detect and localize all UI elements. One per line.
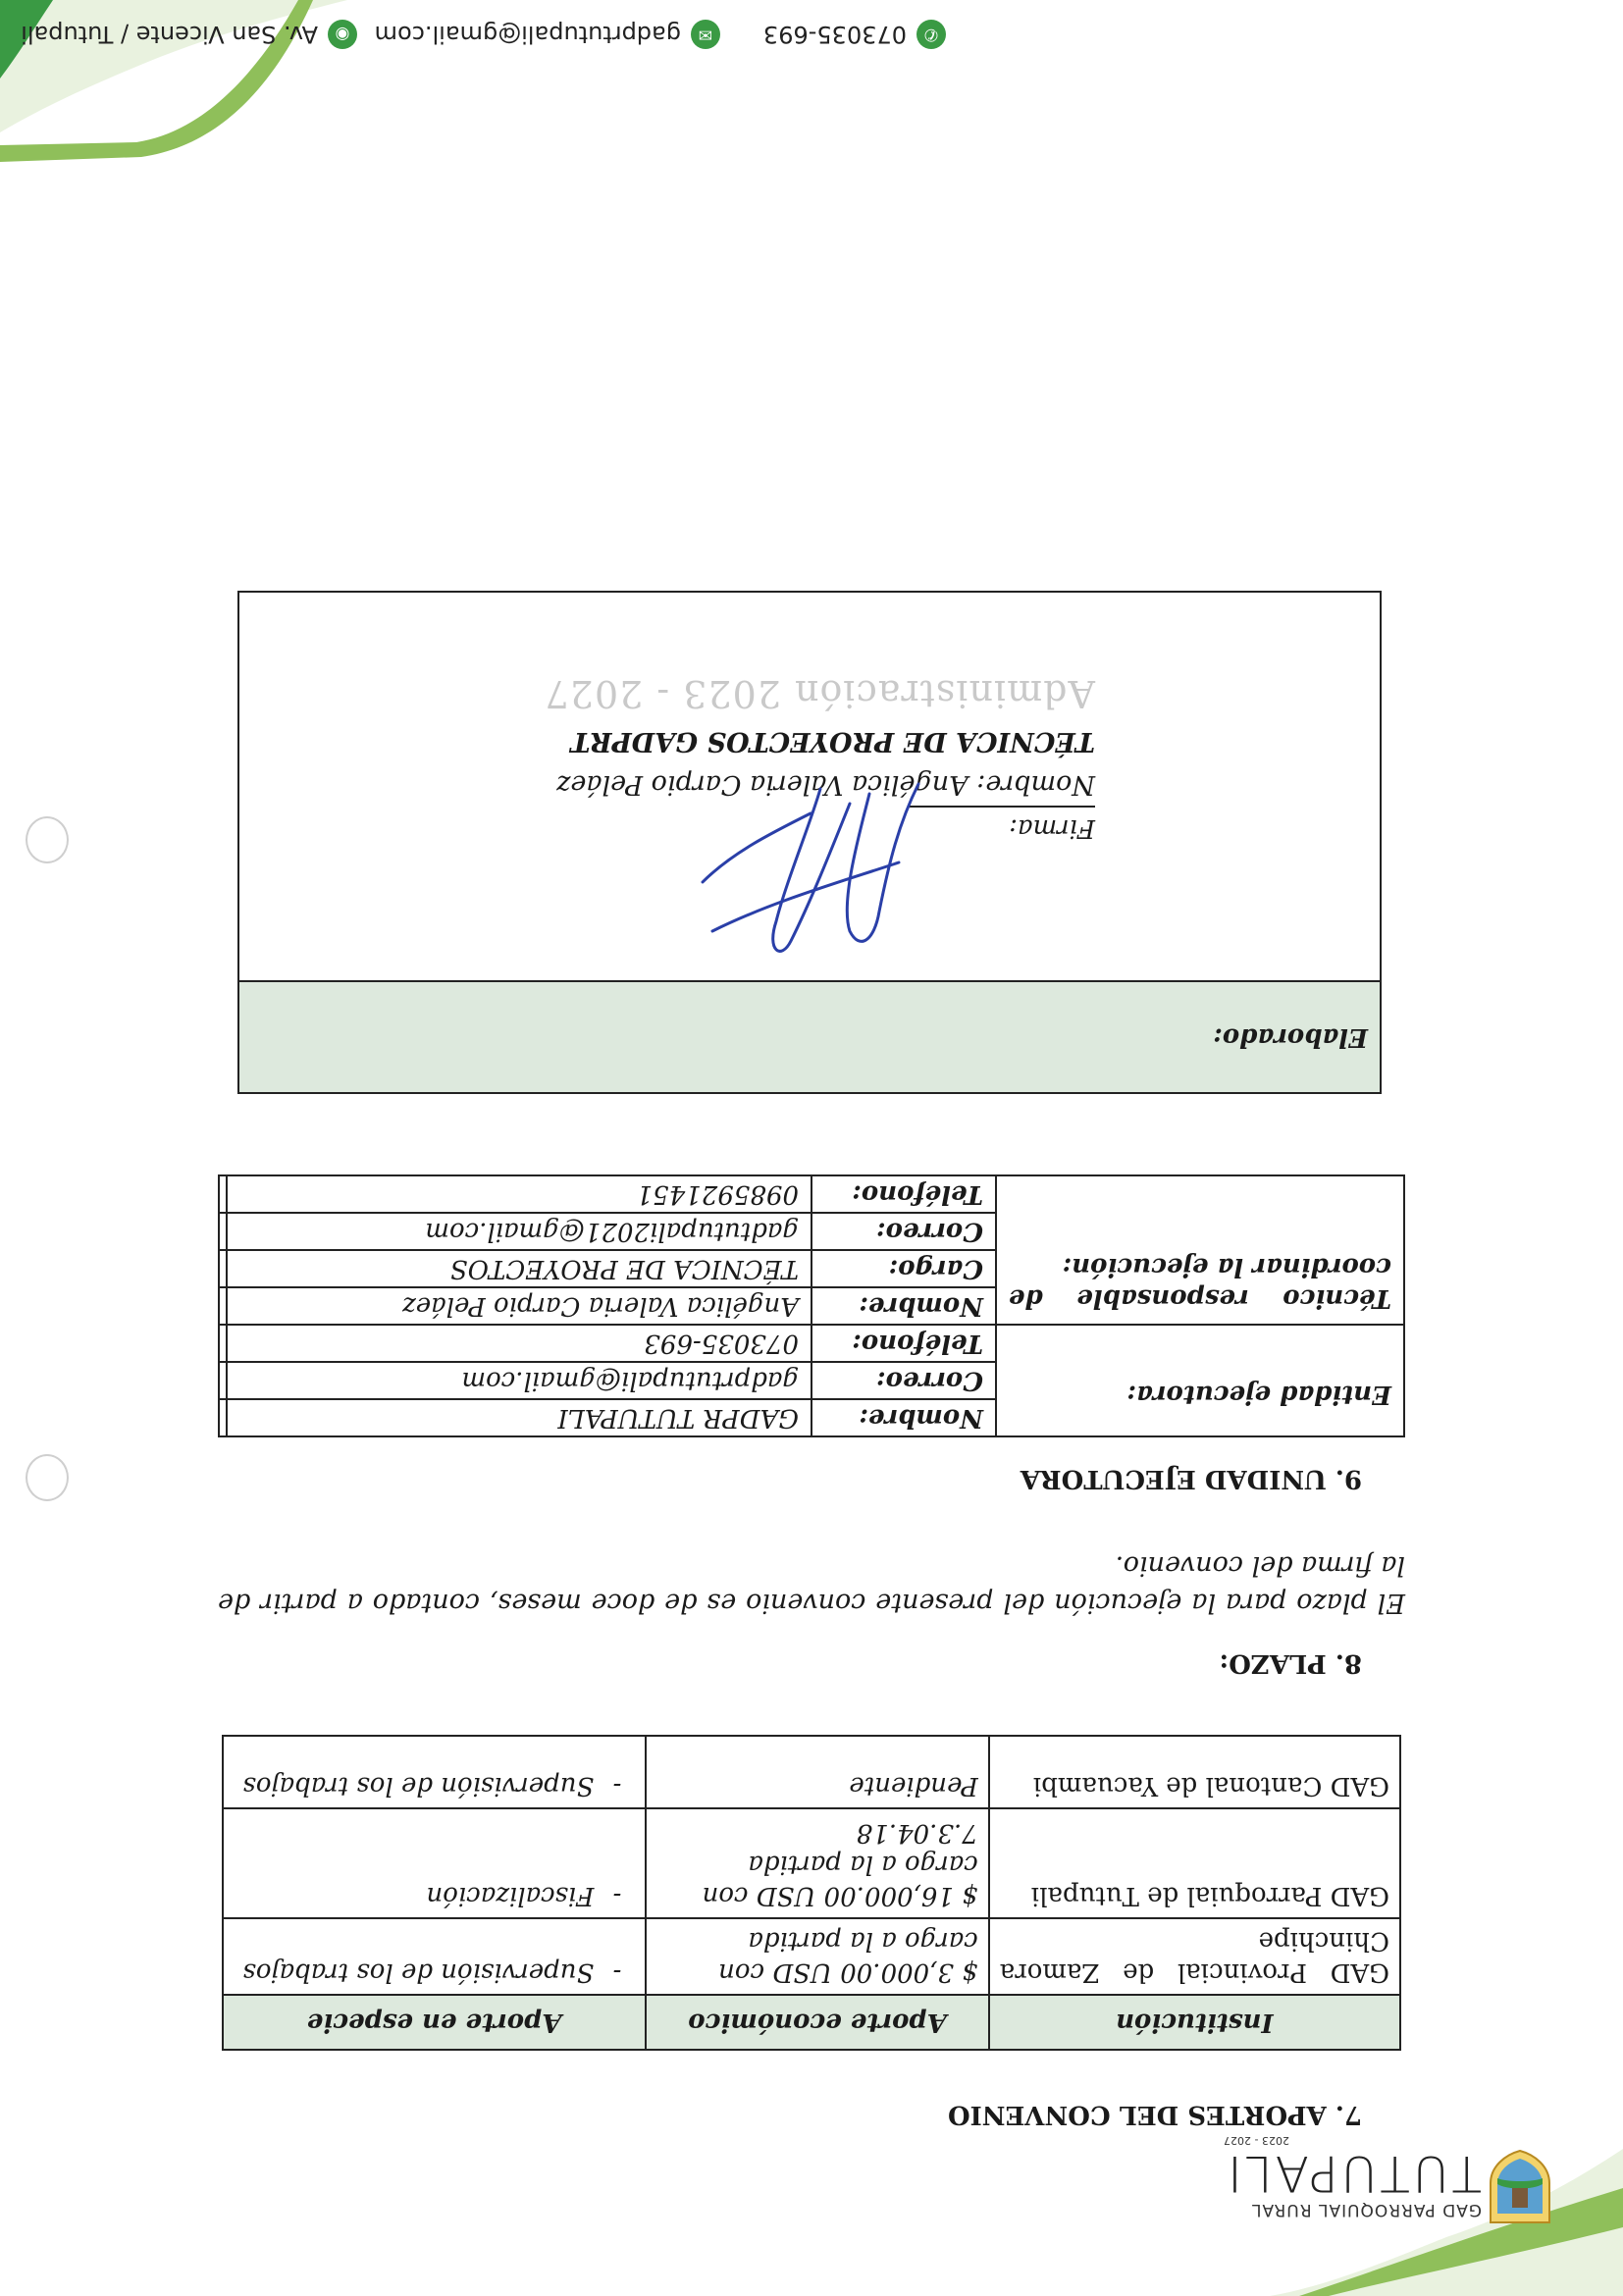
footer-phone	[763, 20, 946, 49]
firma-label: Firma:	[1009, 813, 1095, 843]
signature-cell	[238, 592, 1381, 981]
table-cell: GAD Provincial de Zamora Chinchipe	[989, 1918, 1400, 1995]
table-cell	[219, 1362, 227, 1399]
punch-hole	[26, 816, 69, 863]
field-value: gadtutupali2021@gmail.com	[227, 1213, 812, 1250]
field-label: Nombre:	[812, 1399, 996, 1436]
header-subtitle: GAD PARROQUIAL RURAL	[1251, 2200, 1482, 2219]
footer-email-text: gadprtutupali@gmail.com	[374, 21, 681, 48]
especie-text: Fiscalización	[426, 1881, 595, 1910]
field-label: Nombre:	[812, 1287, 996, 1325]
table-cell: Pendiente	[646, 1736, 988, 1808]
signer-role: TÉCNICA DE PROYECTOS GADPRT	[570, 726, 1095, 757]
parish-shield-icon	[1486, 2149, 1554, 2227]
field-value: gadprtutupali@gmail.com	[227, 1362, 812, 1399]
field-value: TÉCNICA DE PROYECTOS	[227, 1250, 812, 1287]
table-cell	[219, 1399, 227, 1436]
column-header: Institución	[989, 1995, 1400, 2050]
header-years: 2023 - 2027	[1224, 2134, 1289, 2147]
table-cell: GAD Parroquial de Tutupali	[989, 1808, 1400, 1918]
table-cell	[219, 1325, 227, 1362]
table-row	[223, 1918, 1400, 1995]
elaborado-table	[237, 591, 1382, 1094]
entidad-label: Entidad ejecutora:	[996, 1325, 1404, 1436]
punch-hole	[26, 1454, 69, 1501]
table-cell	[223, 1736, 646, 1808]
table-row	[219, 1287, 1404, 1325]
footer-email	[375, 20, 720, 49]
table-cell: GAD Cantonal de Yacuambi	[989, 1736, 1400, 1808]
field-value: Angélica Valeria Carpio Peláez	[227, 1287, 812, 1325]
section-7-title: 7. APORTES DEL CONVENIO	[947, 2100, 1362, 2129]
table-header-row	[223, 1995, 1400, 2050]
table-cell: $ 16,000.00 USD con cargo a la partida 7.3.04.18	[646, 1808, 988, 1918]
field-value: 073035-693	[227, 1325, 812, 1362]
table-cell: $ 3,000.00 USD con cargo a la partida	[646, 1918, 988, 1995]
footer	[4, 10, 1594, 49]
list-dash: -	[612, 1957, 622, 1987]
plazo-text: El plazo para la ejecución del presente convenio es de doce meses, contado a partir de la firma del convenio.	[218, 1550, 1405, 1618]
aportes-table	[222, 1735, 1401, 2051]
list-dash: -	[612, 1771, 622, 1800]
elaborado-label: Elaborado:	[238, 981, 1381, 1093]
especie-text: Supervisión de los trabajos	[242, 1957, 595, 1987]
field-value: GADPR TUTUPALI	[227, 1399, 812, 1436]
footer-address-text: Av. San Vicente / Tutupali	[21, 21, 318, 48]
field-label: Teléfono:	[812, 1325, 996, 1362]
handwritten-signature	[683, 774, 958, 970]
column-header: Aporte económico	[646, 1995, 988, 2050]
table-cell	[219, 1175, 227, 1213]
table-row	[223, 1736, 1400, 1808]
table-cell	[219, 1287, 227, 1325]
section-9-title: 9. UNIDAD EJECUTORA	[1020, 1464, 1362, 1493]
unidad-ejecutora-table	[218, 1174, 1405, 1437]
administration-watermark: Administración 2023 - 2027	[544, 672, 1095, 715]
field-value: 0985921451	[227, 1175, 812, 1213]
footer-address	[21, 20, 357, 49]
table-row	[238, 592, 1381, 981]
table-cell	[223, 1918, 646, 1995]
field-label: Correo:	[812, 1362, 996, 1399]
especie-text: Supervisión de los trabajos	[242, 1771, 595, 1800]
field-label: Correo:	[812, 1213, 996, 1250]
header-logo	[1191, 2134, 1584, 2267]
field-label: Cargo:	[812, 1250, 996, 1287]
table-cell	[223, 1808, 646, 1918]
tecnico-label: Técnico responsable de coordinar la ejecución:	[996, 1175, 1404, 1325]
table-row	[219, 1399, 1404, 1436]
section-8-title: 8. PLAZO:	[1219, 1648, 1362, 1678]
location-icon: ◉	[328, 20, 357, 49]
mail-icon: ✉	[691, 20, 720, 49]
field-label: Teléfono:	[812, 1175, 996, 1213]
table-row	[223, 1808, 1400, 1918]
list-dash: -	[612, 1881, 622, 1910]
footer-phone-text: 073035-693	[762, 21, 907, 48]
table-row	[238, 981, 1381, 1093]
signer-name: Nombre: Angélica Valeria Carpio Peláez	[556, 769, 1095, 800]
phone-icon: ✆	[916, 20, 946, 49]
column-header: Aporte en especie	[223, 1995, 646, 2050]
table-cell	[219, 1250, 227, 1287]
header-brand: TUTUPALI	[1224, 2145, 1482, 2202]
table-cell	[219, 1213, 227, 1250]
